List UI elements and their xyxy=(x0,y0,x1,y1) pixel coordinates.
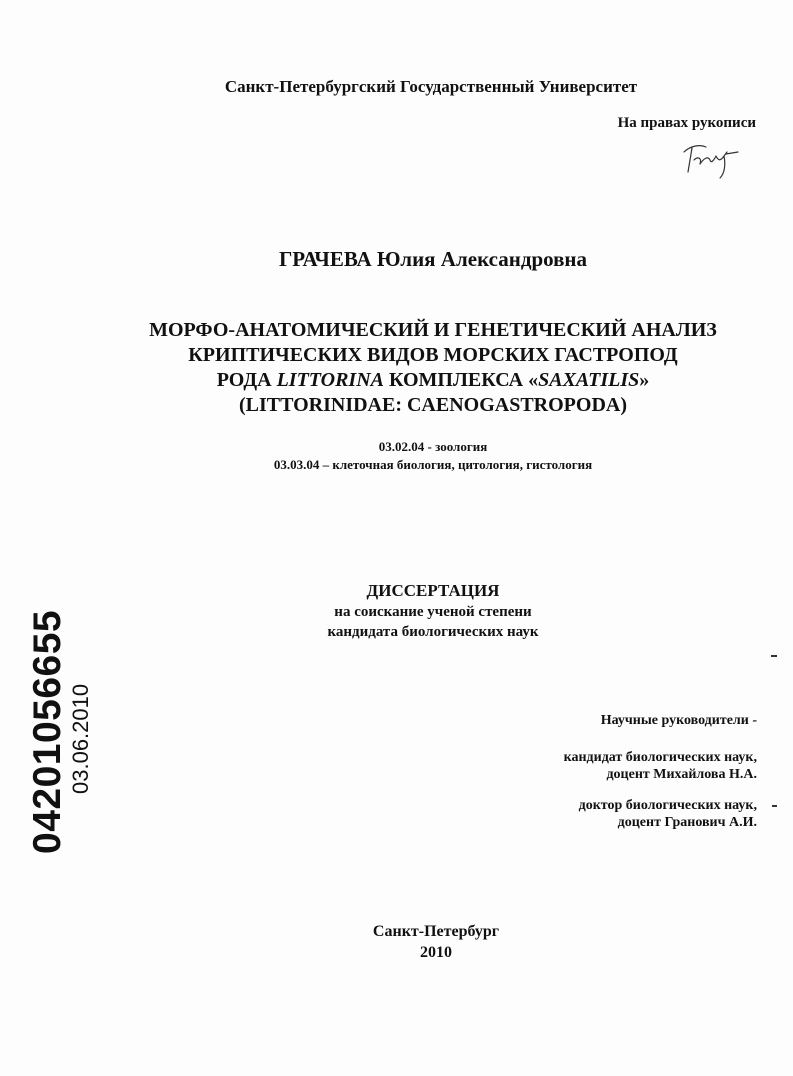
degree-line-1: на соискание ученой степени xyxy=(334,604,532,620)
title-line-1: МОРФО-АНАТОМИЧЕСКИЙ И ГЕНЕТИЧЕСКИЙ АНАЛИЗ xyxy=(149,319,717,341)
supervisors-heading: Научные руководители - xyxy=(600,713,757,728)
supervisor-1-degree: кандидат биологических наук, xyxy=(563,750,757,765)
genus-name: LITTORINA xyxy=(276,369,384,391)
author-name: ГРАЧЕВА Юлия Александровна xyxy=(278,247,588,271)
title-line-4: (LITTORINIDAE: CAENOGASTROPODA) xyxy=(238,394,627,416)
degree-line-2: кандидата биологических наук xyxy=(327,624,539,640)
dissertation-type xyxy=(0,580,793,642)
complex-name: SAXATILIS xyxy=(538,369,640,391)
title-line-2: КРИПТИЧЕСКИХ ВИДОВ МОРСКИХ ГАСТРОПОД xyxy=(188,344,678,366)
manuscript-rights-note: На правах рукописи xyxy=(617,115,756,131)
specialty-line: 03.03.04 – клеточная биология, цитология, гистология xyxy=(273,457,593,472)
barcode-number: 04201056655 xyxy=(26,609,69,854)
university-name: Санкт-Петербургский Государственный Университет xyxy=(224,77,638,96)
place-and-year xyxy=(0,921,793,963)
title-suffix: » xyxy=(639,369,650,391)
supervisors-block xyxy=(564,712,757,831)
dissertation-title xyxy=(0,318,793,418)
scan-mark xyxy=(771,655,777,657)
supervisor-2-degree: доктор биологических наук, xyxy=(578,798,757,813)
city-name: Санкт-Петербург xyxy=(372,923,500,940)
year: 2010 xyxy=(420,944,452,961)
supervisor-2-name: доцент Гранович А.И. xyxy=(617,815,757,830)
title-line-3 xyxy=(0,368,793,393)
stamp-date: 03.06.2010 xyxy=(68,683,93,794)
dissertation-heading: ДИССЕРТАЦИЯ xyxy=(366,581,500,600)
specialty-line: 03.02.04 - зоология xyxy=(378,439,488,454)
supervisor-1-name: доцент Михайлова Н.А. xyxy=(606,767,757,782)
title-mid: КОМПЛЕКСА « xyxy=(383,369,539,391)
specialty-codes xyxy=(0,438,793,474)
signature-icon xyxy=(680,138,742,180)
scan-mark xyxy=(772,805,777,807)
title-prefix: РОДА xyxy=(216,369,277,391)
